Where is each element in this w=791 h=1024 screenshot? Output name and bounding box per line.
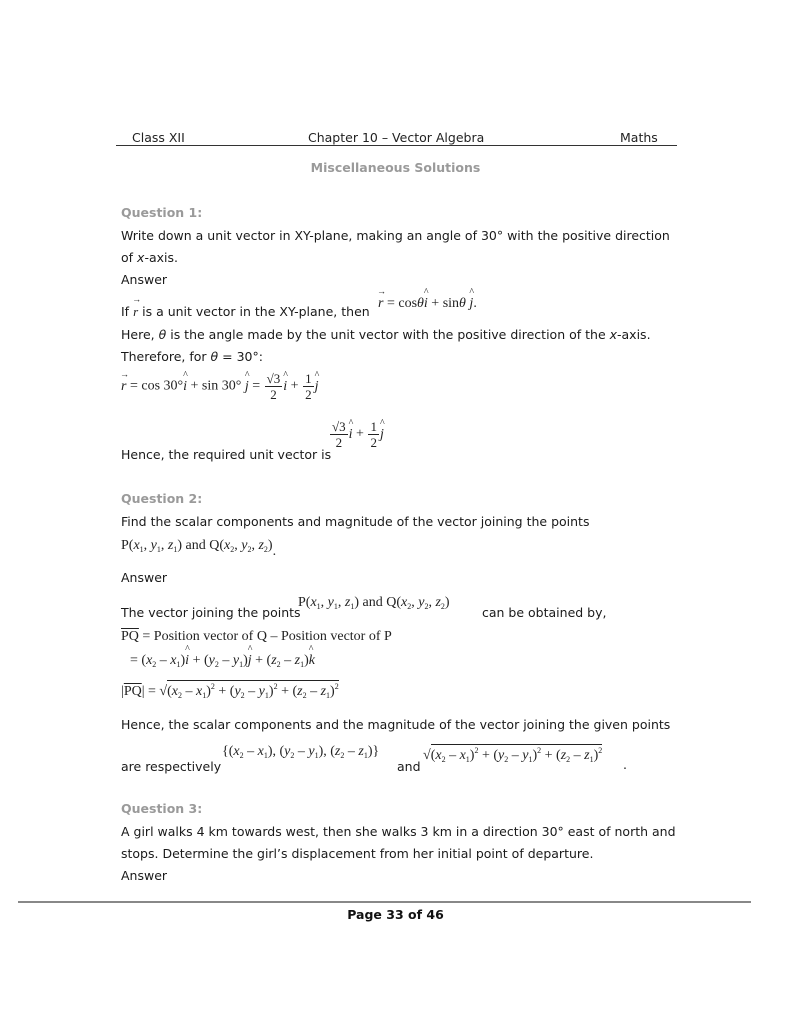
q1-answer-line-1 bbox=[121, 304, 370, 320]
question-1-text-line-2: of x-axis. bbox=[121, 250, 178, 265]
header-class: Class XII bbox=[132, 130, 185, 145]
page-title: Miscellaneous Solutions bbox=[310, 160, 481, 175]
question-1-heading: Question 1: bbox=[121, 205, 203, 220]
question-2-points-equation: $P(x_1$, $y_1$, $z_1$) and $Q(x_2$, $y_2$, $z_2$). bbox=[121, 538, 277, 559]
q2-answer-points-equation: $P(x_1$, $y_1$, $z_1$) and $Q(x_2$, $y_2$, $z_2$) bbox=[298, 595, 450, 611]
q2-conclusion-magnitude: $√(x_2 - x_1)^2 + (y_2 - y_1)^2 + (z_2 - z_1)^2$ bbox=[423, 746, 603, 764]
question-2-text-line-1: Find the scalar components and magnitude of the vector joining the points bbox=[121, 514, 590, 529]
q2-equation-pq-components: = ($x_2$ – $x_1)\^{}$ $i + (y_2$ – $y_1)\^{}$ $j + (z_2$ – $z_1)\^{}$ k bbox=[130, 653, 315, 669]
q2-equation-pq-definition: $\overline{PQ}$ = Position vector of Q – Position vector of P bbox=[121, 629, 392, 644]
question-2-answer-label: Answer bbox=[121, 570, 168, 585]
question-1-text-line-1: Write down a unit vector in XY-plane, making an angle of 30° with the positive direction bbox=[121, 228, 670, 243]
q1-equation-general: → r = cosθ^ i + sinθ ^ j. bbox=[378, 296, 477, 312]
vector-r-symbol: → r bbox=[133, 304, 138, 320]
q2-conclusion-and: and bbox=[397, 759, 421, 774]
question-3-heading: Question 3: bbox=[121, 801, 203, 816]
header-subject: Maths bbox=[620, 130, 658, 145]
header-divider bbox=[116, 145, 677, 146]
q1-unit-vector-text: is a unit vector in the XY-plane, then bbox=[142, 304, 370, 319]
q1-equation-specific: → r = cos 30°^ i + sin 30° ^ j = $\frac{√3}{2}$ ^ i + $\frac{1}{2}$ ^ j bbox=[121, 372, 318, 401]
q1-if-text: If bbox=[121, 304, 130, 319]
q1-conclusion-equation: $\frac{√3}{2}$ ^ i + $\frac{1}{2}$ ^ j bbox=[329, 420, 384, 449]
question-2-heading: Question 2: bbox=[121, 491, 203, 506]
page-number: Page 33 of 46 bbox=[347, 907, 444, 922]
q2-conclusion-line-1: Hence, the scalar components and the magnitude of the vector joining the given points bbox=[121, 717, 671, 732]
q2-equation-pq-magnitude: $|\overline{PQ}| = √(x_2 - x_1)^2 + (y_2 - y_1)^2 + (z_2 - z_1)^2$ bbox=[121, 682, 339, 700]
question-1-answer-label: Answer bbox=[121, 272, 168, 287]
q1-answer-line-3: Therefore, for θ = 30°: bbox=[121, 349, 263, 364]
q1-conclusion-text: Hence, the required unit vector is bbox=[121, 447, 332, 462]
footer-divider bbox=[18, 901, 751, 903]
q2-conclusion-period: . bbox=[623, 757, 627, 772]
q1-answer-line-2: Here, θ is the angle made by the unit vector with the positive direction of the x-axis. bbox=[121, 327, 651, 342]
q2-answer-line-1-pre: The vector joining the points bbox=[121, 605, 301, 620]
header-chapter: Chapter 10 – Vector Algebra bbox=[308, 130, 485, 145]
q2-conclusion-components: {$(x_2 - x_1)$, $(y_2 - y_1)$, $(z_2 - z_1)$} bbox=[222, 744, 380, 760]
question-3-text-line-2: stops. Determine the girl’s displacement from her initial point of departure. bbox=[121, 846, 594, 861]
q2-conclusion-line-2-pre: are respectively bbox=[121, 759, 222, 774]
q2-answer-line-1-post: can be obtained by, bbox=[482, 605, 607, 620]
question-3-answer-label: Answer bbox=[121, 868, 168, 883]
question-3-text-line-1: A girl walks 4 km towards west, then she walks 3 km in a direction 30° east of north and bbox=[121, 824, 676, 839]
